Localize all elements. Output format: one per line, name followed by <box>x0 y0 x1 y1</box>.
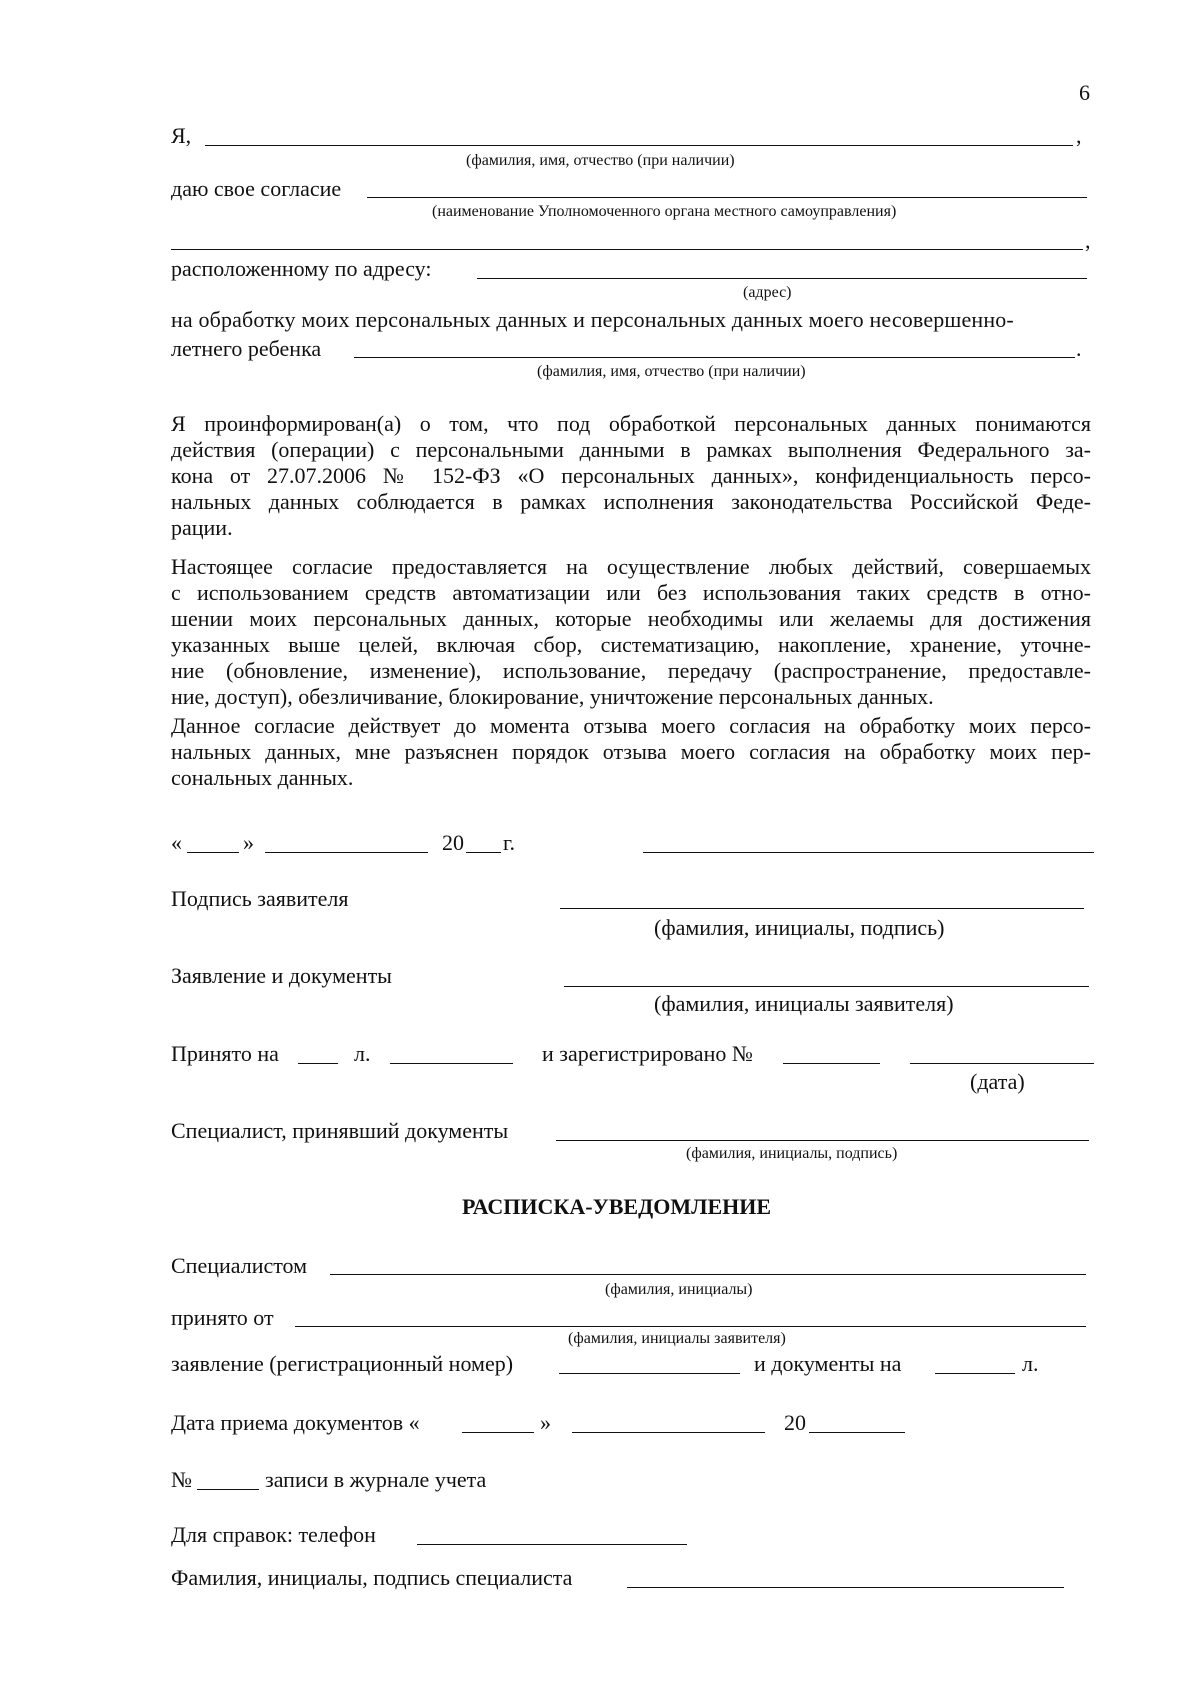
fio-caption: (фамилия, имя, отчество (при наличии) <box>466 152 735 169</box>
docs-sheets-field[interactable] <box>935 1373 1015 1374</box>
specialist-caption: (фамилия, инициалы, подпись) <box>686 1145 898 1162</box>
receipt-from-caption: (фамилия, инициалы заявителя) <box>568 1330 786 1347</box>
child-line[interactable] <box>354 357 1075 358</box>
period: . <box>1076 336 1082 361</box>
paragraph-line: сональных данных. <box>171 765 354 790</box>
paragraph-informed <box>171 411 1091 541</box>
receipt-date-label: Дата приема документов « <box>171 1410 420 1435</box>
give-consent-label: даю свое согласие <box>171 176 342 201</box>
page-number: 6 <box>1079 80 1090 105</box>
paragraph-line: шении моих персональных данных, которые необходимы или желаемы для достижения <box>171 606 1091 631</box>
date-signature-line[interactable] <box>643 852 1094 853</box>
receipt-specialist-caption: (фамилия, инициалы) <box>605 1281 753 1298</box>
org-line[interactable] <box>367 197 1087 198</box>
specialist-sign-label: Фамилия, инициалы, подпись специалиста <box>171 1565 573 1590</box>
paragraph-line: кона от 27.07.2006 № 152-ФЗ «О персональных данных», конфиденциальность персо- <box>171 463 1091 488</box>
receipt-close-quote: » <box>540 1410 551 1435</box>
paragraph-line: Настоящее согласие предоставляется на осуществление любых действий, совершаемых <box>171 554 1091 579</box>
journal-number-sign: № <box>171 1467 192 1492</box>
receipt-specialist-label: Специалистом <box>171 1253 308 1278</box>
paragraph-line: Я проинформирован(а) о том, что под обработкой персональных данных понимаются <box>171 411 1091 436</box>
paragraph-line: действия (операции) с персональными данными в рамках выполнения Федерального за- <box>171 437 1091 462</box>
paragraph-line: Данное согласие действует до момента отзыва моего согласия на обработку моих персо- <box>171 713 1091 738</box>
year-suffix: г. <box>503 830 516 855</box>
date-field[interactable] <box>910 1063 1094 1064</box>
comma: , <box>1085 228 1091 253</box>
org-line-2[interactable] <box>171 249 1083 250</box>
date-caption: (дата) <box>970 1069 1025 1094</box>
specialist-sign-line[interactable] <box>627 1587 1064 1588</box>
paragraph-line: с использованием средств автоматизации или без использования таких средств в отно- <box>171 580 1091 605</box>
sheets-count-field[interactable] <box>298 1063 338 1064</box>
phone-label: Для справок: телефон <box>171 1522 376 1547</box>
registration-number-field[interactable] <box>783 1063 880 1064</box>
month-field[interactable] <box>265 852 428 853</box>
docs-on-label: и документы на <box>754 1351 902 1376</box>
application-number-field[interactable] <box>559 1373 740 1374</box>
specialist-label: Специалист, принявший документы <box>171 1118 509 1143</box>
accepted-label: Принято на <box>171 1041 279 1066</box>
signature-line[interactable] <box>560 908 1084 909</box>
child-caption: (фамилия, имя, отчество (при наличии) <box>537 363 806 380</box>
paragraph-line: рации. <box>171 515 233 540</box>
address-caption: (адрес) <box>743 284 792 301</box>
accepted-extra-field[interactable] <box>390 1063 513 1064</box>
signature-caption: (фамилия, инициалы, подпись) <box>654 915 945 940</box>
receipt-year-field[interactable] <box>809 1432 905 1433</box>
receipt-month-field[interactable] <box>572 1432 765 1433</box>
documents-caption: (фамилия, инициалы заявителя) <box>654 991 954 1016</box>
date-close-quote: » <box>243 830 254 855</box>
comma: , <box>1076 123 1082 148</box>
receipt-day-field[interactable] <box>462 1432 534 1433</box>
processing-text: на обработку моих персональных данных и персональных данных моего несовершенно- <box>171 307 1014 332</box>
ya-label: Я, <box>171 123 192 148</box>
org-caption: (наименование Уполномоченного органа местного самоуправления) <box>432 203 897 220</box>
receipt-from-line[interactable] <box>295 1326 1086 1327</box>
application-label: заявление (регистрационный номер) <box>171 1351 514 1376</box>
paragraph-line: ние, доступ), обезличивание, блокирование, уничтожение персональных данных. <box>171 684 934 709</box>
documents-line[interactable] <box>564 986 1089 987</box>
receipt-specialist-line[interactable] <box>330 1274 1086 1275</box>
specialist-line[interactable] <box>556 1140 1089 1141</box>
paragraph-scope <box>171 554 1091 710</box>
docs-sheets-unit: л. <box>1022 1351 1039 1376</box>
year-prefix: 20 <box>442 830 464 855</box>
paragraph-validity <box>171 713 1091 791</box>
paragraph-line: нальных данных, мне разъяснен порядок отзыва моего согласия на обработку моих пер- <box>171 739 1091 764</box>
registered-label: и зарегистрировано № <box>542 1041 753 1066</box>
date-open-quote: « <box>171 830 182 855</box>
child-label: летнего ребенка <box>171 336 322 361</box>
receipt-year-prefix: 20 <box>784 1410 806 1435</box>
address-label: расположенному по адресу: <box>171 256 432 281</box>
phone-field[interactable] <box>417 1544 687 1545</box>
address-line[interactable] <box>477 278 1087 279</box>
journal-label: записи в журнале учета <box>265 1467 487 1492</box>
receipt-from-label: принято от <box>171 1305 274 1330</box>
sheets-unit: л. <box>354 1041 371 1066</box>
day-field[interactable] <box>187 852 239 853</box>
documents-label: Заявление и документы <box>171 963 392 988</box>
paragraph-line: нальных данных соблюдается в рамках исполнения законодательства Российской Феде- <box>171 489 1091 514</box>
paragraph-line: указанных выше целей, включая сбор, систематизацию, накопление, хранение, уточне- <box>171 632 1091 657</box>
signature-label: Подпись заявителя <box>171 886 349 911</box>
journal-number-field[interactable] <box>197 1489 259 1490</box>
year-field[interactable] <box>466 852 501 853</box>
paragraph-line: ние (обновление, изменение), использование, передачу (распространение, предоставле- <box>171 658 1091 683</box>
receipt-title: РАСПИСКА-УВЕДОМЛЕНИЕ <box>462 1194 772 1219</box>
fio-line[interactable] <box>205 145 1073 146</box>
